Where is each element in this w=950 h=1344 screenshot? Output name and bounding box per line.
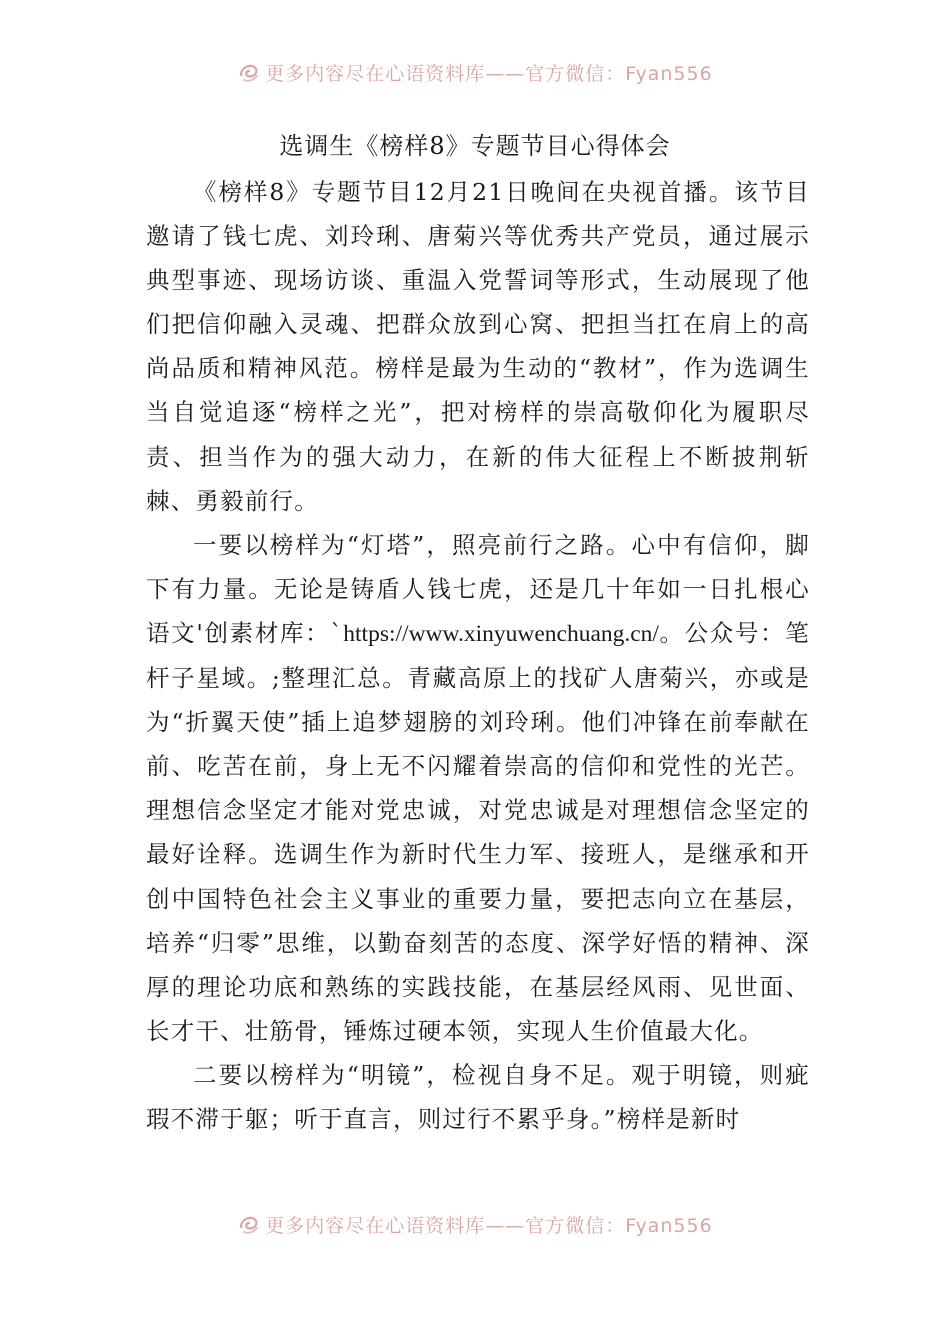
document-body bbox=[146, 170, 810, 1141]
paragraph-beacon bbox=[146, 523, 810, 1053]
paragraph-intro: 《榜样8》专题节目12月21日晚间在央视首播。该节目邀请了钱七虎、刘玲琍、唐菊兴等优秀共产党员，通过展示典型事迹、现场访谈、重温入党誓词等形式，生动展现了他们把信仰融入灵魂、把群众放到心窝、把担当扛在肩上的高尚品质和精神风范。榜样是最为生动的“教材”，作为选调生当自觉追逐“榜样之光”，把对榜样的崇高敬仰化为履职尽责、担当作为的强大动力，在新的伟大征程上不断披荆斩棘、勇毅前行。 bbox=[146, 178, 810, 515]
swirl-logo-icon bbox=[237, 60, 261, 84]
footer-banner-text: 更多内容尽在心语资料库——官方微信：Fyan556 bbox=[265, 1214, 713, 1237]
source-url: https://www.xinyuwenchuang.cn/ bbox=[343, 620, 659, 647]
header-banner bbox=[0, 57, 950, 87]
paragraph-mirror: 二要以榜样为“明镜”，检视自身不足。观于明镜，则疵瑕不滞于躯；听于直言，则过行不累乎身。”榜样是新时 bbox=[146, 1060, 810, 1133]
header-banner-text: 更多内容尽在心语资料库——官方微信：Fyan556 bbox=[265, 62, 713, 85]
swirl-logo-icon bbox=[237, 1212, 261, 1236]
footer-banner bbox=[0, 1209, 950, 1239]
paragraph-beacon-rest: 。公众号：笔杆子星域。;整理汇总。青藏高原上的找矿人唐菊兴，亦或是为“折翼天使”插上追梦翅膀的刘玲琍。他们冲锋在前奉献在前、吃苦在前，身上无不闪耀着崇高的信仰和党性的光芒。理想信念坚定才能对党忠诚，对党忠诚是对理想信念坚定的最好诠释。选调生作为新时代生力军、接班人，是继承和开创中国特色社会主义事业的重要力量，要把志向立在基层，培养“归零”思维，以勤奋刻苦的态度、深学好悟的精神、深厚的理论功底和熟练的实践技能，在基层经风雨、见世面、长才干、壮筋骨，锤炼过硬本领，实现人生价值最大化。 bbox=[146, 618, 810, 1045]
paragraph-beacon-lead: 一要以榜样为“灯塔”，照亮前行之路。心中有信仰，脚下有力量。无论是铸盾人钱七虎，还是几十年如一日扎根心语文'创素材库：` bbox=[146, 530, 810, 647]
document-title: 选调生《榜样8》专题节目心得体会 bbox=[279, 132, 671, 160]
